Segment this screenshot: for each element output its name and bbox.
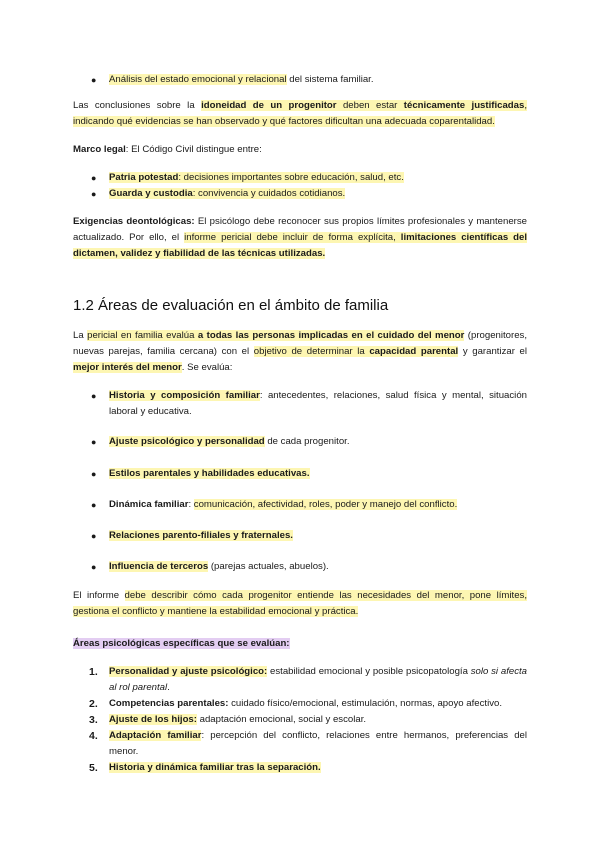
list-number: 2. [89, 698, 98, 710]
exigencias-paragraph: Exigencias deontológicas: El psicólogo debe reconocer sus propios límites profesionales y mantenerse actualizado. Por ello, el informe pericial debe incluir de forma explícita, limitaciones científicas del dictamen, validez y fiabilidad de las técnicas utilizadas. [73, 216, 527, 259]
area-item: Influencia de terceros (parejas actuales, abuelos). [109, 561, 329, 572]
conclusions-paragraph: Las conclusiones sobre la idoneidad de un progenitor deben estar técnicamente justificadas, indicando qué evidencias se han observado y qué factores dificultan una adecuada coparentalidad. [73, 100, 527, 127]
area-item: Estilos parentales y habilidades educativas. [109, 468, 310, 479]
bullet: ● [91, 500, 97, 510]
informe-paragraph: El informe debe describir cómo cada progenitor entiende las necesidades del menor, pone límites, gestiona el conflicto y mantiene la estabilidad emocional y práctica. [73, 590, 527, 617]
marco-item-patria-potestad: Patria potestad: decisiones importantes sobre educación, salud, etc. [109, 172, 404, 183]
bullet: ● [91, 391, 97, 401]
psychological-item: Ajuste de los hijos: adaptación emocional, social y escolar. [109, 714, 367, 725]
area-item: Ajuste psicológico y personalidad de cada progenitor. [109, 436, 350, 447]
list-number: 4. [89, 730, 98, 742]
psychological-item: Personalidad y ajuste psicológico: estabilidad emocional y posible psicopatología solo si afecta al rol parental. [109, 666, 527, 693]
psychological-areas-title: Áreas psicológicas específicas que se evalúan: [73, 638, 290, 649]
area-item: Dinámica familiar: comunicación, afectividad, roles, poder y manejo del conflicto. [109, 499, 458, 510]
section-intro-paragraph: La pericial en familia evalúa a todas las personas implicadas en el cuidado del menor (progenitores, nuevas parejas, familia cercana) con el objetivo de determinar la capacidad parental y garantizar el mejor interés del menor. Se evalúa: [73, 330, 527, 373]
psychological-item: Historia y dinámica familiar tras la separación. [109, 762, 321, 773]
bullet: ● [91, 173, 97, 183]
bullet: ● [91, 437, 97, 447]
marco-item-guarda-custodia: Guarda y custodia: convivencia y cuidados cotidianos. [109, 188, 346, 199]
list-number: 1. [89, 666, 98, 678]
area-item: Historia y composición familiar: antecedentes, relaciones, salud física y mental, situación laboral y educativa. [109, 390, 527, 417]
bullet: ● [91, 469, 97, 479]
section-heading: 1.2 Áreas de evaluación en el ámbito de familia [73, 297, 389, 314]
marco-legal-paragraph: Marco legal: El Código Civil distingue entre: [73, 144, 262, 155]
bullet: ● [91, 189, 97, 199]
bullet: ● [91, 75, 97, 85]
bullet: ● [91, 531, 97, 541]
psychological-item: Competencias parentales: cuidado físico/emocional, estimulación, normas, apoyo afectivo. [109, 698, 502, 709]
bullet: ● [91, 562, 97, 572]
bullet-emotional-analysis: Análisis del estado emocional y relacional del sistema familiar. [109, 74, 374, 85]
area-item: Relaciones parento-filiales y fraternales. [109, 530, 293, 541]
list-number: 5. [89, 762, 98, 774]
list-number: 3. [89, 714, 98, 726]
psychological-item: Adaptación familiar: percepción del conflicto, relaciones entre hermanos, preferencias del menor. [109, 730, 528, 757]
